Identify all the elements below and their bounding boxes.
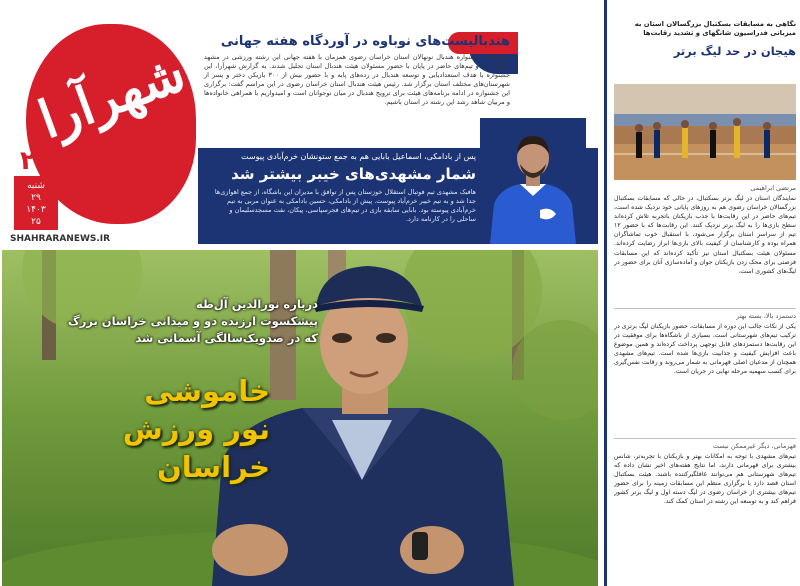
section-body: تیم‌های مشهدی با توجه به امکانات بهتر و بازیکنان با تجربه‌تر، شانس بیشتری برای قهرمانی دارند، اما نتایج هفته‌های اخیر نشان داده که تیم‌های شهرستانی هم می‌توانند غافلگیرکننده باشند. هیئت بسکتبال استان قصد دارد با برگزاری منظم این مسابقات زمینه را برای حضور تیم‌های بیشتری از خراسان رضوی در لیگ دسته اول و لیگ برتر کشور فراهم کند و به توسعه این رشته در استان کمک کند. [614,453,796,506]
newspaper-logo: شهرآرا [30,42,194,151]
right-column [610,0,798,586]
main-headline [20,372,270,486]
date-line: ۲۹ [31,193,41,203]
weekday-label: شنبه [27,181,45,191]
date-line: ۱۴۰۳ [26,205,46,215]
section-body: نمایندگان استان در لیگ برتر بسکتبال، در حالی که مسابقات بسکتبال بزرگسالان خراسان رضوی هم به روزهای پایانی خود نزدیک شده است، تیم‌های حاضر در این رقابت‌ها با جذب بازیکنان باتجربه تلاش کرده‌اند سطح بازی‌ها را به لیگ برتر نزدیک کنند. این رقابت‌ها که با حضور ۱۲ تیم از سراسر استان برگزار می‌شود، با استقبال خوب تماشاگران همراه بوده و کارشناسان از کیفیت بالای بازی‌ها ابراز رضایت کرده‌اند. مسئولان هیئت بسکتبال استان نیز تأکید کرده‌اند که این مسابقات فرصتی برای محک زدن بازیکنان جوان و آماده‌سازی آنان برای حضور در لیگ‌های کشوری است. [614,195,796,275]
column-divider [604,0,607,586]
top-story-title: هندبالیست‌های نوباوه در آوردگاه هفته جهانی [220,34,510,49]
transfer-title: شمار مشهدی‌های خیبر بیشتر شد [231,165,476,183]
masthead [6,6,198,244]
date-line: ۲۵ [31,217,41,227]
football-player-photo [480,118,586,244]
transfer-body: هافبک مشهدی تیم فوتبال استقلال خوزستان پس از توافق با مدیران این باشگاه، از جمع اهوازی‌ها جدا شد و به تیم خیبر خرم‌آباد پیوست. پیش از بادامکی، حسین بادامکی به عنوان مربی به تیم خرم‌آبادی پیوسته بود. بابایی سابقه بازی در تیم‌های فجرسپاسی، پیکان، نفت مسجدسلیمان و ساحلی را در کارنامه دارد. [214,188,476,223]
headline-line: خاموشی [144,374,270,408]
transfer-news [210,152,476,226]
issue-number: ۲۱۰۵ [20,146,84,176]
section-body: یکی از نکات جالب این دوره از مسابقات، حضور بازیکنان لیگ برتری در ترکیب تیم‌های شهرستانی است. بسیاری از باشگاه‌ها برای موفقیت در این رقابت‌ها دستمزدهای قابل توجهی پرداخت کرده‌اند و همین موضوع باعث افزایش کیفیت و جذابیت بازی‌ها شده است. تیم‌های مشهدی همچنان از مدعیان اصلی قهرمانی به شمار می‌روند و رقابت نفس‌گیری برای کسب سهمیه مرحله نهایی در جریان است. [614,323,796,376]
deck-line: که در صدویک‌سالگی آسمانی شد [135,331,318,345]
transfer-kicker: پس از بادامکی، اسماعیل بابایی هم به جمع ستونشان خرم‌آبادی پیوست [241,152,476,161]
section-rule [614,308,796,309]
section-label: دستمزد بالا، بسته بهتر [736,312,796,320]
section-label: مرتضی ابراهیمی [750,184,796,192]
basketball-game-photo [614,84,796,180]
deck-line: درباره نورالدین آل‌طه [195,297,318,311]
basketball-title: هیجان در حد لیگ برتر [673,44,796,58]
section-rule [614,438,796,439]
section-label: قهرمانی، دیگر غیرممکن نیست [712,442,796,450]
website-url: SHAHRARANEWS.IR [10,234,111,244]
top-story-body: رقابت‌های جشنواره هندبال نونهالان استان خراسان رضوی همزمان با هفته جهانی این رشته ورزشی در مشهد برگزار شد و تیم‌های حاضر در پایان با حضور مسئولان هیئت هندبال استان تجلیل شدند. به گزارش شهرآرا، این جشنواره با هدف استعدادیابی و توسعه هندبال در رده‌های پایه و با حضور بیش از ۳۰۰ بازیکن دختر و پسر از شهرستان‌های مختلف استان برگزار شد. رئیس هیئت هندبال استان خراسان رضوی در این مراسم گفت: برگزاری این جشنواره در ادامه برنامه‌های هیئت برای ترویج هندبال در میان نوجوانان است و امیدواریم با همراهی خانواده‌ها و مربیان شاهد رشد این رشته در استان باشیم. [204,53,510,106]
date-box [14,176,58,230]
top-story [200,30,518,140]
main-story-deck [18,296,318,347]
deck-line: پیشکسوت ارزنده دو و میدانی خراسان بزرگ [67,314,318,328]
headline-line: نور ورزش خراسان [122,412,270,484]
basketball-kicker: نگاهی به مسابقات بسکتبال بزرگسالان استان به میزبانی فدراسیون شانگهای و تشدید رقابت‌ها [634,20,796,37]
